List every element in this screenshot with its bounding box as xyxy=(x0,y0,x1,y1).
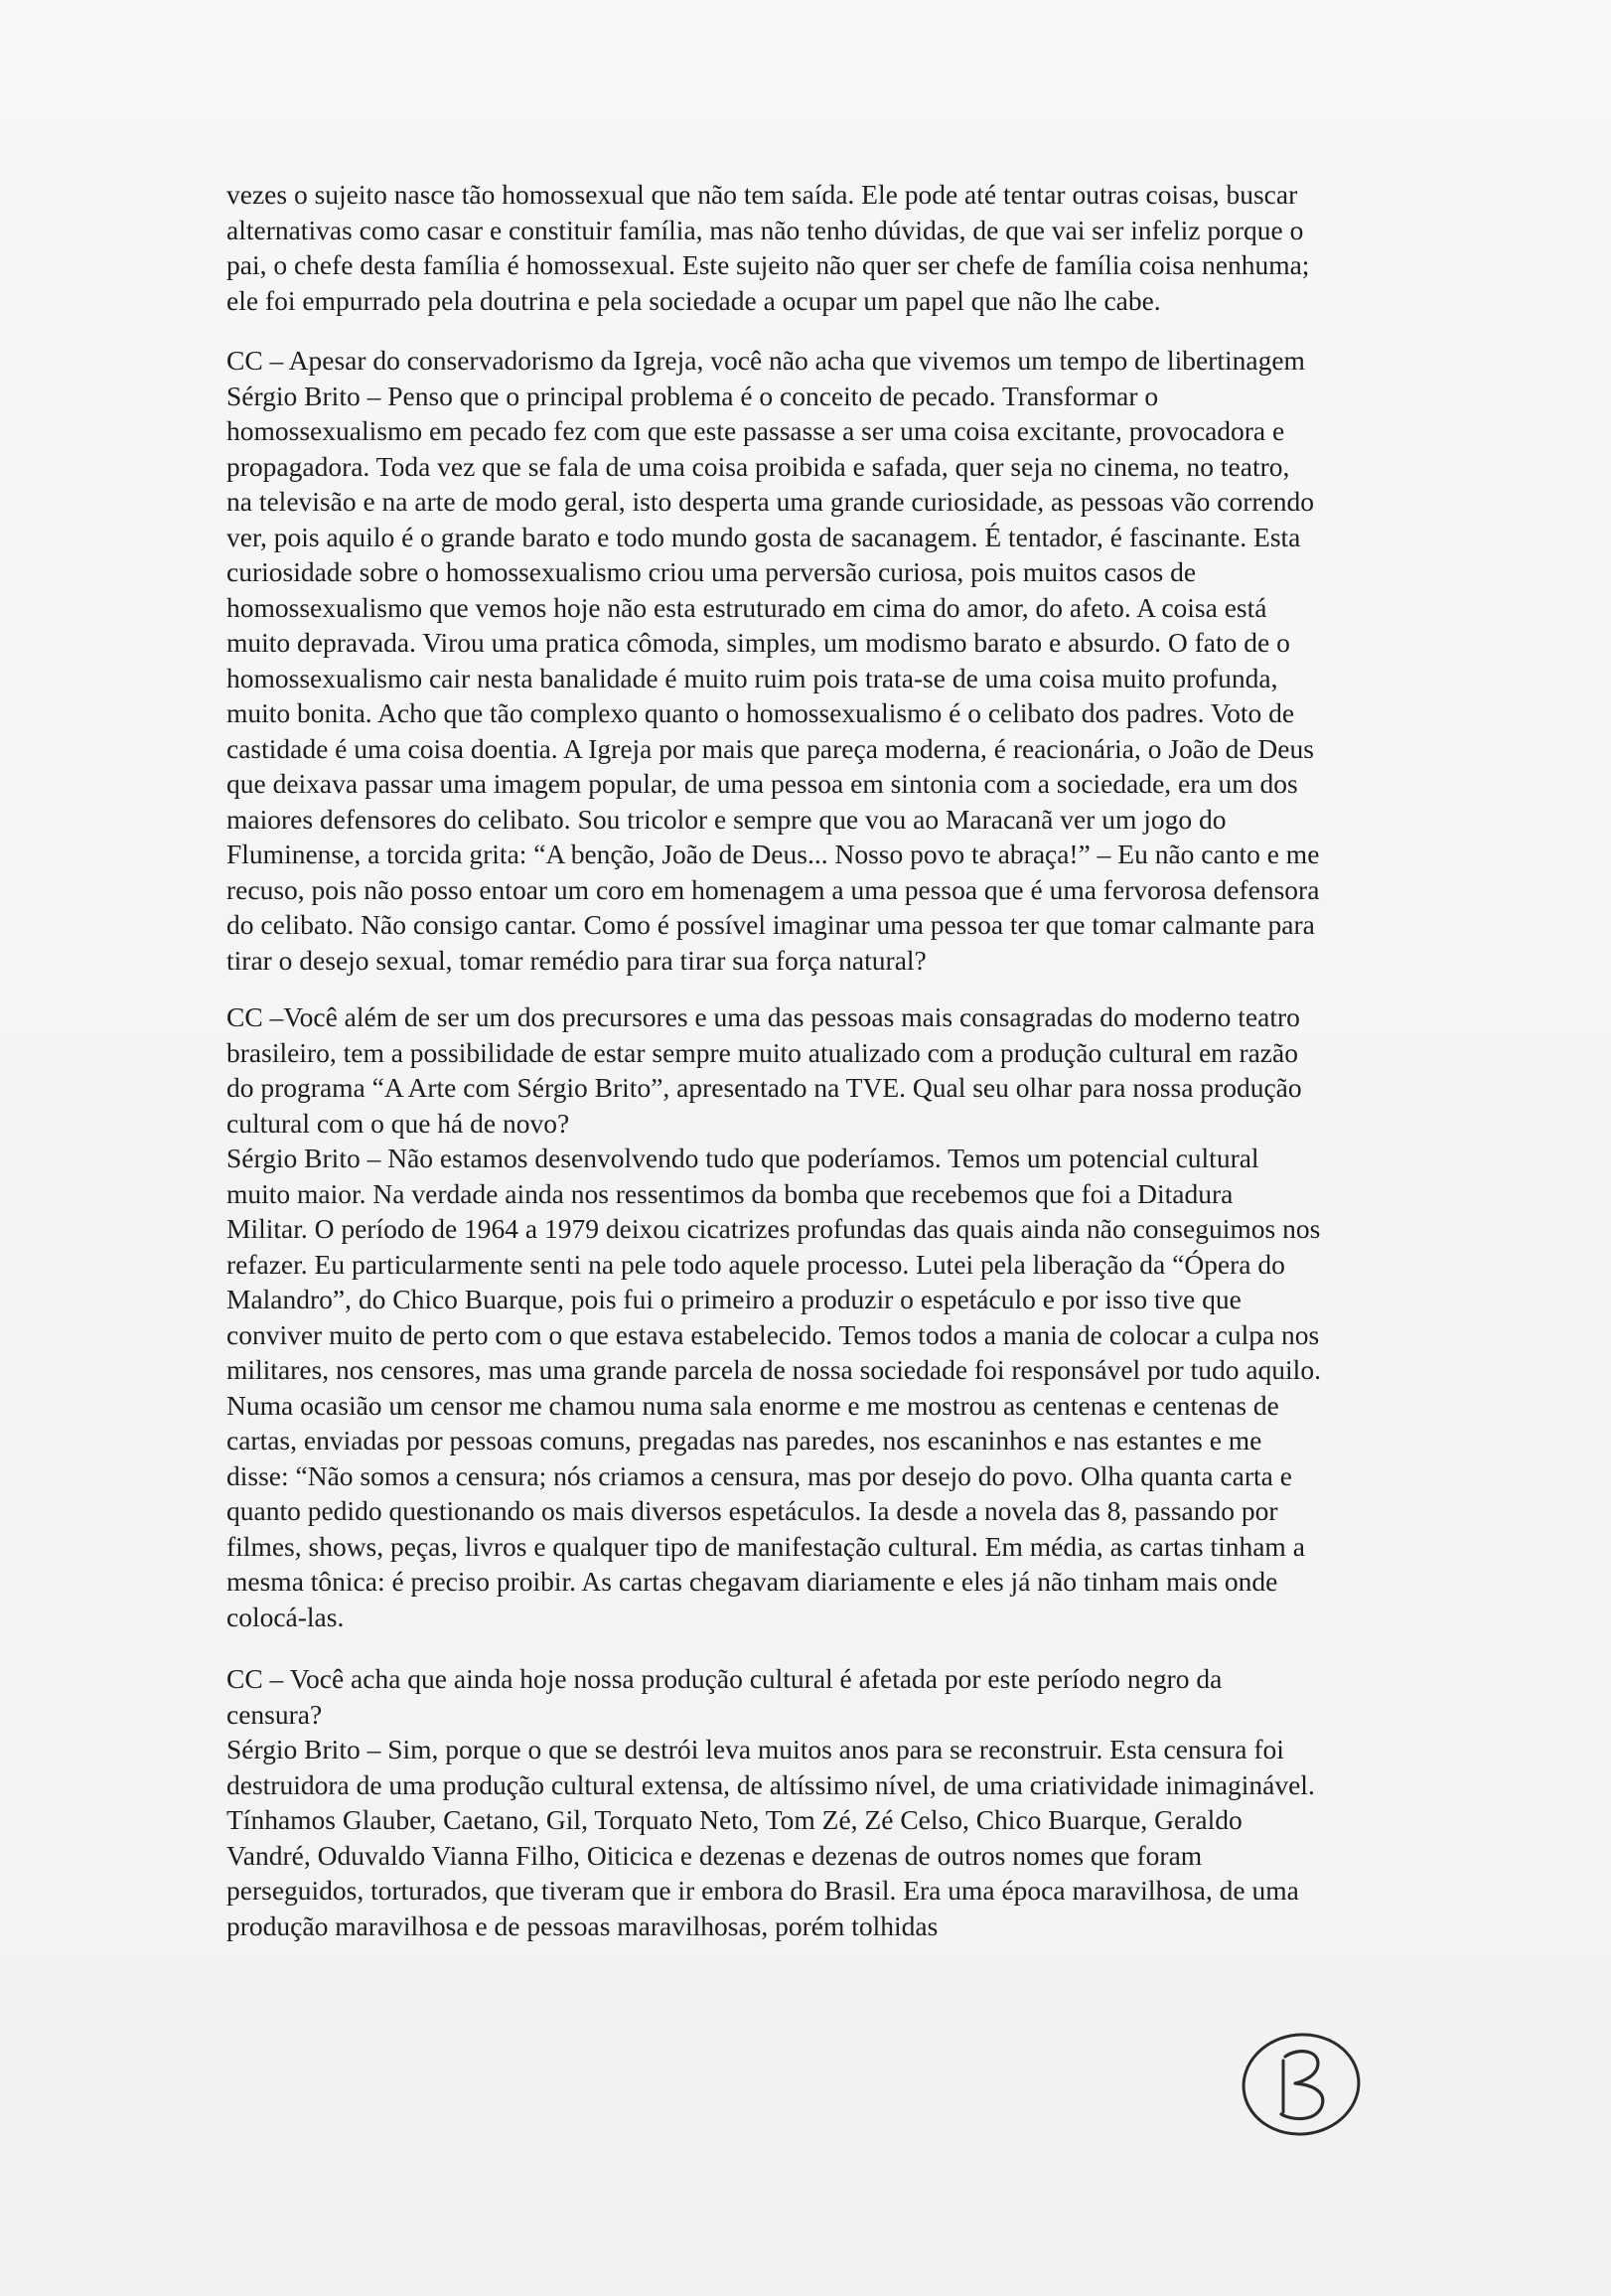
text-line: vezes o sujeito nasce tão homossexual que não tem saída. Ele pode até tentar outras coisas, buscar xyxy=(226,179,1298,210)
text-line: Fluminense, a torcida grita: “A benção, João de Deus... Nosso povo te abraça!” – Eu não canto e me xyxy=(226,839,1320,869)
text-line: que deixava passar uma imagem popular, de uma pessoa em sintonia com a sociedade, era um dos xyxy=(226,768,1298,799)
text-line: pai, o chefe desta família é homossexual. Este sujeito não quer ser chefe de família coisa nenhuma; xyxy=(226,249,1310,280)
text-line: homossexualismo que vemos hoje não esta estruturado em cima do amor, do afeto. A coisa está xyxy=(226,591,1267,623)
text-line: cartas, enviadas por pessoas comuns, pregadas nas paredes, nos escaninhos e nas estantes e me xyxy=(226,1425,1262,1455)
text-line: Vandré, Oduvaldo Vianna Filho, Oiticica e dezenas e dezenas de outros nomes que foram xyxy=(226,1839,1203,1871)
text-line: recuso, pois não posso entoar um coro em homenagem a uma pessoa que é uma fervorosa defensora xyxy=(226,873,1320,905)
text-line: muito depravada. Virou uma pratica cômoda, simples, um modismo barato e absurdo. O fato de o xyxy=(226,627,1290,658)
text-line: brasileiro, tem a possibilidade de estar sempre muito atualizado com a produção cultural em razão xyxy=(226,1036,1298,1068)
paragraph-question-libertinagem xyxy=(226,343,1448,978)
text-line: Sérgio Brito – Penso que o principal problema é o conceito de pecado. Transformar o xyxy=(226,380,1159,411)
text-line: do celibato. Não consigo cantar. Como é possível imaginar uma pessoa ter que tomar calmante para xyxy=(226,909,1315,940)
text-line: disse: “Não somos a censura; nós criamos a censura, mas por desejo do povo. Olha quanta carta e xyxy=(226,1459,1292,1491)
text-line: produção maravilhosa e de pessoas maravilhosas, porém tolhidas xyxy=(226,1910,939,1941)
text-line: militares, nos censores, mas uma grande parcela de nossa sociedade foi responsável por tudo aquilo. xyxy=(226,1354,1321,1385)
text-line: destruidora de uma produção cultural extensa, de altíssimo nível, de uma criatividade inimaginável. xyxy=(226,1768,1315,1800)
text-line: filmes, shows, peças, livros e qualquer tipo de manifestação cultural. Em média, as cartas tinham a xyxy=(226,1530,1305,1562)
text-line: CC – Apesar do conservadorismo da Igreja, você não acha que vivemos um tempo de libertinagem xyxy=(226,345,1305,376)
text-line: Sérgio Brito – Não estamos desenvolvendo tudo que poderíamos. Temos um potencial cultural xyxy=(226,1143,1259,1173)
text-line: castidade é uma coisa doentia. A Igreja por mais que pareça moderna, é reacionária, o João de Deus xyxy=(226,732,1314,764)
text-line: conviver muito de perto com o que estava estabelecido. Temos todos a mania de colocar a culpa nos xyxy=(226,1318,1320,1350)
text-line: ele foi empurrado pela doutrina e pela sociedade a ocupar um papel que não lhe cabe. xyxy=(226,284,1161,316)
text-line: Militar. O período de 1964 a 1979 deixou cicatrizes profundas das quais ainda não conseguimos nos xyxy=(226,1213,1321,1244)
text-line: tirar o desejo sexual, tomar remédio para tirar sua força natural? xyxy=(226,944,927,976)
text-line: ver, pois aquilo é o grande barato e todo mundo gosta de sacanagem. É tentador, é fascinante. Esta xyxy=(226,521,1301,552)
text-line: propagadora. Toda vez que se fala de uma coisa proibida e safada, quer seja no cinema, no teatro, xyxy=(226,450,1290,482)
text-line: Tínhamos Glauber, Caetano, Gil, Torquato Neto, Tom Zé, Zé Celso, Chico Buarque, Geraldo xyxy=(226,1804,1243,1835)
text-line: homossexualismo cair nesta banalidade é muito ruim pois trata-se de uma coisa muito profunda, xyxy=(226,662,1278,693)
text-line: muito maior. Na verdade ainda nos ressentimos da bomba que recebemos que foi a Ditadura xyxy=(226,1177,1234,1209)
text-line: na televisão e na arte de modo geral, isto desperta uma grande curiosidade, as pessoas vão correndo xyxy=(226,486,1315,517)
text-line: refazer. Eu particularmente senti na pele todo aquele processo. Lutei pela liberação da “Ópera do xyxy=(226,1248,1285,1280)
text-line: curiosidade sobre o homossexualismo criou uma perversão curiosa, pois muitos casos de xyxy=(226,556,1197,587)
text-line: alternativas como casar e constituir família, mas não tenho dúvidas, de que vai ser infeliz porque o xyxy=(226,214,1304,245)
handwritten-page-number xyxy=(1238,2027,1367,2146)
text-line: mesma tônica: é preciso proibir. As cartas chegavam diariamente e eles já não tinham mais onde xyxy=(226,1566,1278,1597)
text-line: homossexualismo em pecado fez com que este passasse a ser uma coisa excitante, provocadora e xyxy=(226,415,1285,446)
text-line: Numa ocasião um censor me chamou numa sala enorme e me mostrou as centenas e centenas de xyxy=(226,1389,1279,1421)
text-line: do programa “A Arte com Sérgio Brito”, apresentado na TVE. Qual seu olhar para nossa produção xyxy=(226,1072,1302,1103)
text-line: CC – Você acha que ainda hoje nossa produção cultural é afetada por este período negro da xyxy=(226,1663,1223,1694)
text-line: muito bonita. Acho que tão complexo quanto o homossexualismo é o celibato dos padres. Voto de xyxy=(226,697,1295,728)
text-line: censura? xyxy=(226,1698,323,1730)
text-line: Malandro”, do Chico Buarque, pois fui o primeiro a produzir o espetáculo e por isso tive que xyxy=(226,1284,1242,1314)
paragraph-intro-continuation xyxy=(226,177,1448,318)
text-line: maiores defensores do celibato. Sou tricolor e sempre que vou ao Maracanã ver um jogo do xyxy=(226,803,1227,835)
text-line: perseguidos, torturados, que tiveram que ir embora do Brasil. Era uma época maravilhosa, de uma xyxy=(226,1875,1299,1906)
text-line: cultural com o que há de novo? xyxy=(226,1107,570,1139)
text-line: CC –Você além de ser um dos precursores e uma das pessoas mais consagradas do moderno teatro xyxy=(226,1001,1300,1032)
text-line: quanto pedido questionando os mais diversos espetáculos. Ia desde a novela das 8, passando por xyxy=(226,1495,1278,1526)
text-line: Sérgio Brito – Sim, porque o que se destrói leva muitos anos para se reconstruir. Esta censura foi xyxy=(226,1734,1284,1764)
paragraph-question-censorship xyxy=(226,1661,1448,1943)
paragraph-question-cultural-production xyxy=(226,999,1448,1634)
text-line: colocá-las. xyxy=(226,1601,345,1632)
